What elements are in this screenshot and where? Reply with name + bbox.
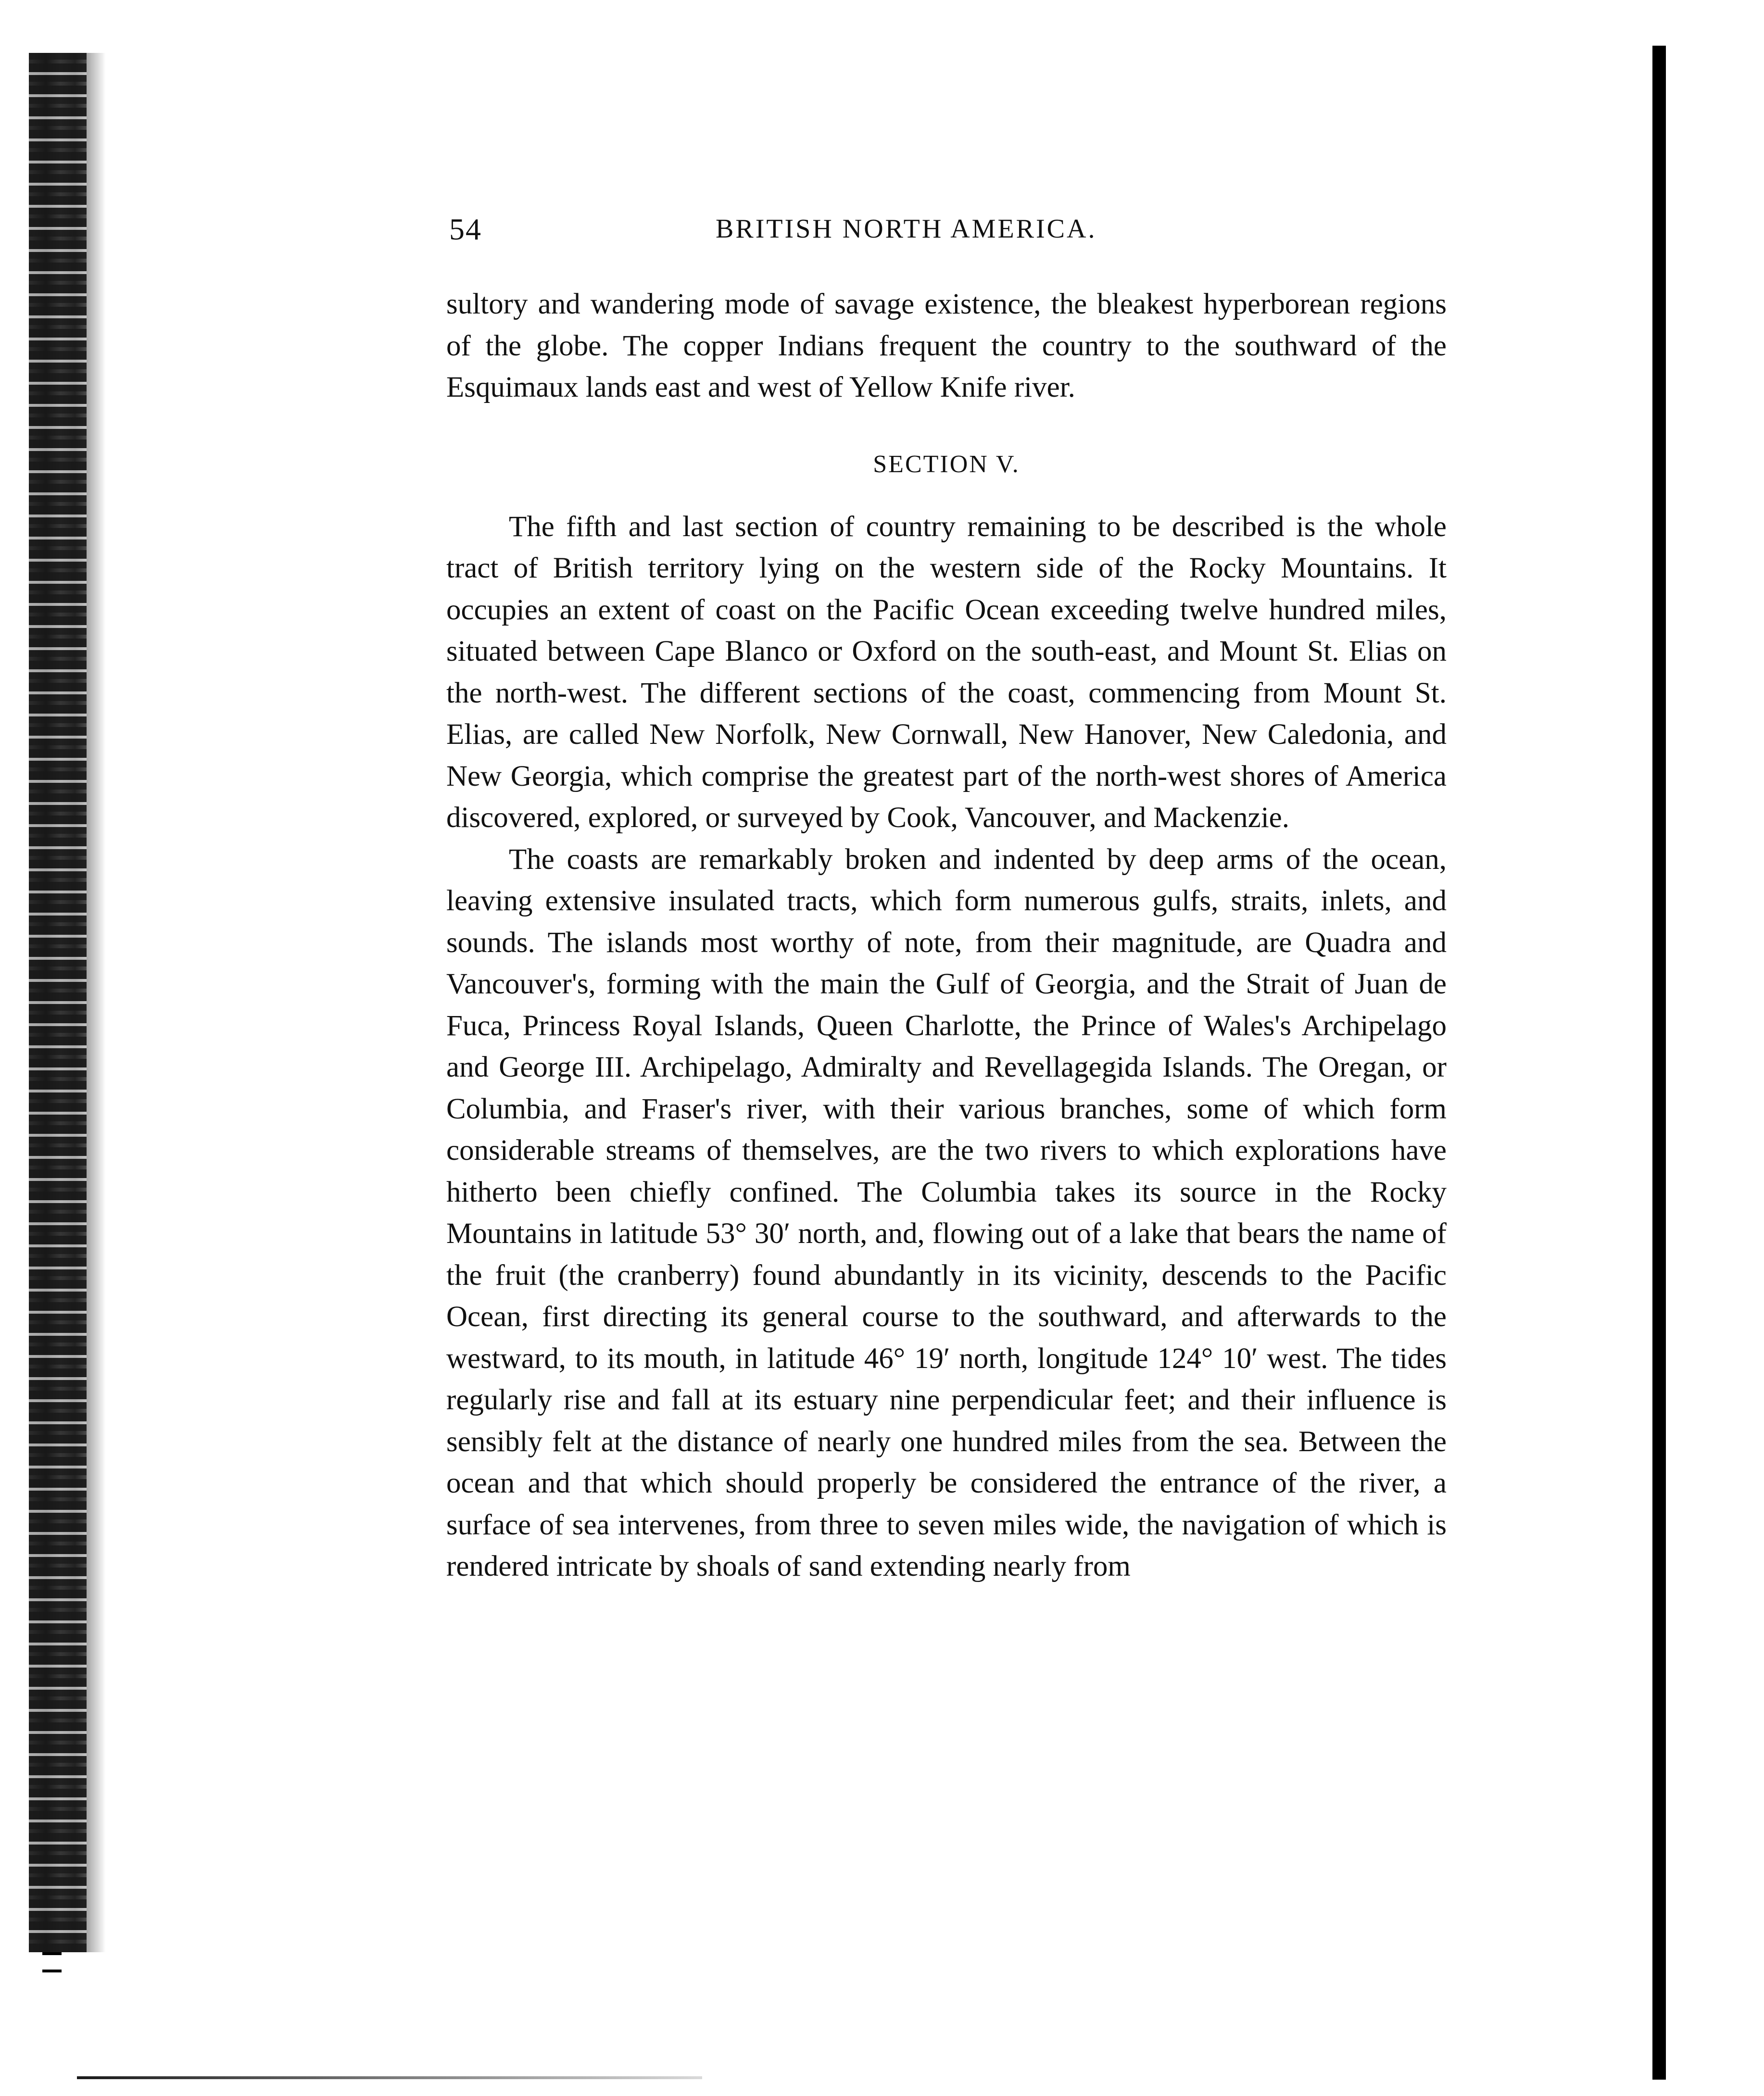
scan-right-edge — [1652, 46, 1666, 2080]
body-paragraph: The coasts are remarkably broken and indented by deep arms of the ocean, leaving extensive insulated tracts, which form numerous gulfs, straits, inlets, and sounds. The islands most worthy of note, from their magnitude, are Quadra and Vancouver's, forming with the main the Gulf of Georgia, and the Strait of Juan de Fuca, Princess Royal Islands, Queen Charlotte, the Prince of Wales's Archipelago and George III. Archipelago, Admiralty and Revellagegida Islands. The Oregan, or Columbia, and Fraser's river, with their various branches, some of which form considerable streams of themselves, are the two rivers to which explorations have hitherto been chiefly confined. The Columbia takes its source in the Rocky Mountains in latitude 53° 30′ north, and, flowing out of a lake that bears the name of the fruit (the cranberry) found abundantly in its vicinity, descends to the Pacific Ocean, first directing its general course to the southward, and afterwards to the westward, to its mouth, in latitude 46° 19′ north, longitude 124° 10′ west. The tides regularly rise and fall at its estuary nine perpendicular feet; and their influence is sensibly felt at the distance of nearly one hundred miles from the sea. Between the ocean and that which should properly be considered the entrance of the river, a surface of sea intervenes, from three to seven miles wide, the navigation of which is rendered intricate by shoals of sand extending nearly from — [446, 843, 1447, 1582]
running-title: BRITISH NORTH AMERICA. — [716, 214, 1097, 244]
body-paragraph: The fifth and last section of country remaining to be described is the whole tract of British territory lying on the western side of the Rocky Mountains. It occupies an extent of coast on the Pacific Ocean exceeding twelve hundred miles, situated between Cape Blanco or Oxford on the south-east, and Mount St. Elias on the north-west. The different sections of the coast, commencing from Mount St. Elias, are called New Norfolk, New Cornwall, New Hanover, New Caledonia, and New Georgia, which comprise the greatest part of the north-west shores of America discovered, explored, or surveyed by Cook, Vancouver, and Mackenzie. — [446, 510, 1447, 834]
book-page — [446, 212, 1447, 1588]
section-heading: SECTION V. — [873, 450, 1020, 478]
page-number: 54 — [449, 212, 482, 246]
scan-binding-shadow — [87, 53, 106, 1952]
scan-bottom-edge — [77, 2076, 702, 2079]
running-head — [446, 212, 1447, 250]
scan-binding-edge — [29, 53, 87, 1952]
scan-edge-mark — [42, 1952, 62, 1972]
continuation-paragraph: sultory and wandering mode of savage existence, the bleakest hyperborean regions of the globe. The copper Indians frequent the country to the southward of the Esquimaux lands east and west of Yellow Knife river. — [446, 288, 1447, 403]
